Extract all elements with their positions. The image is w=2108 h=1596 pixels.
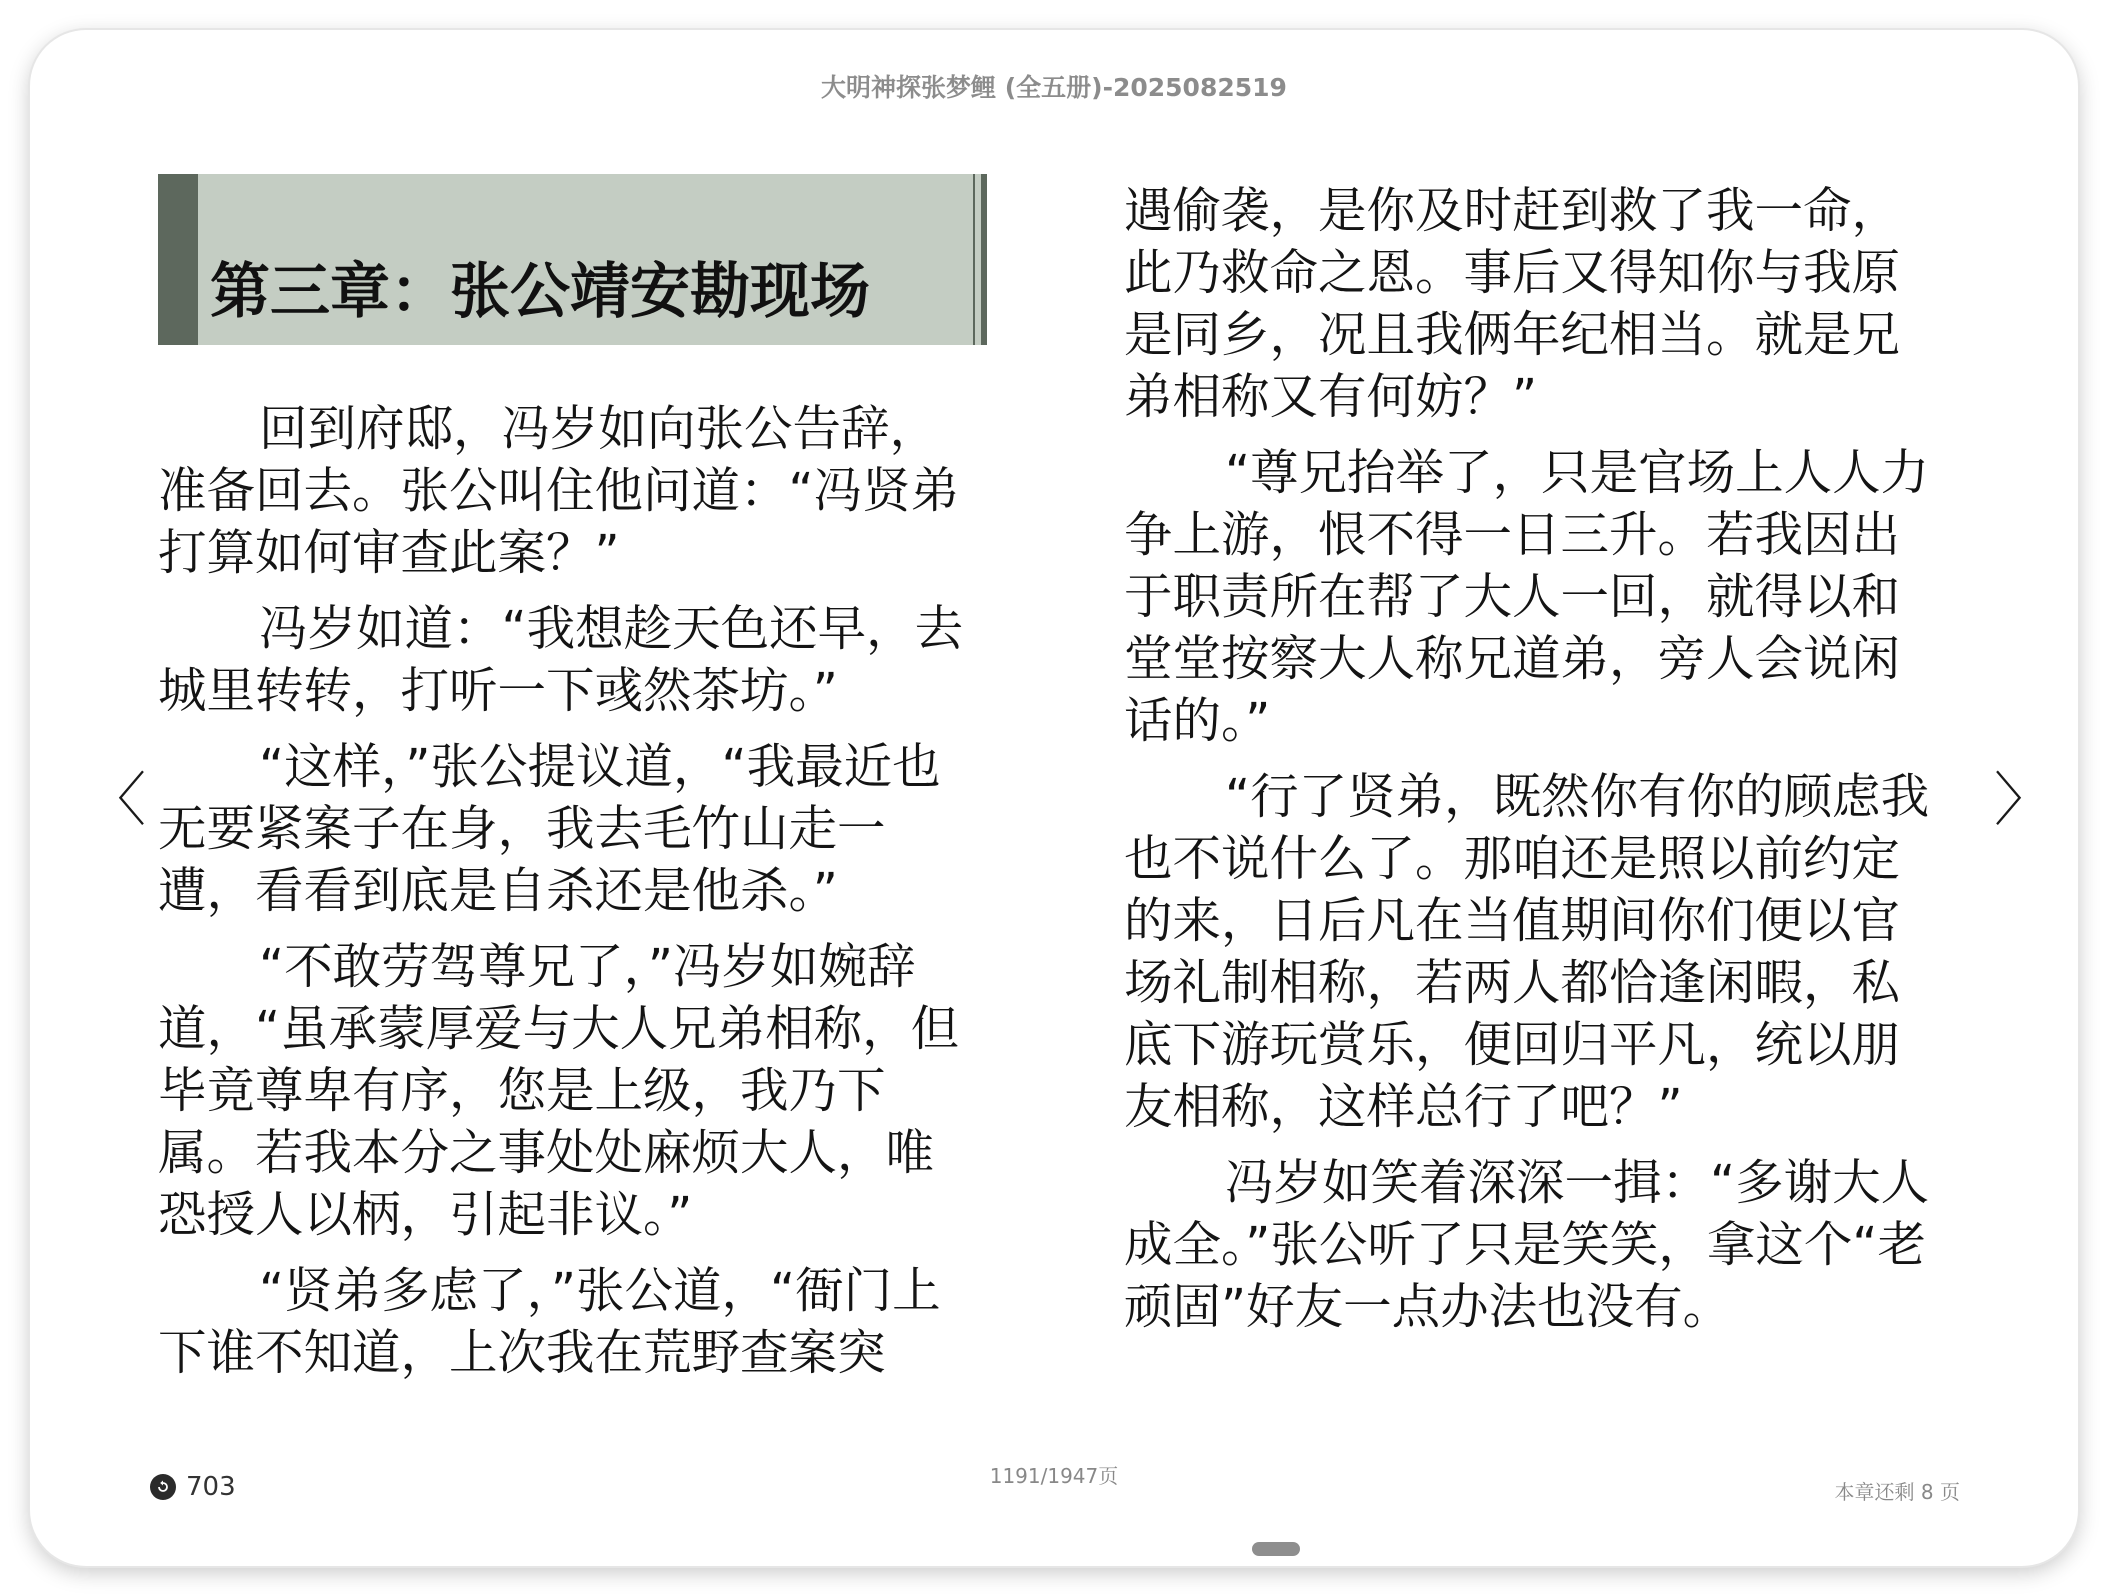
home-indicator[interactable] [1252, 1542, 1300, 1556]
chapter-heading-bar-right-thin [973, 174, 975, 345]
paragraph: 回到府邸，冯岁如向张公告辞，准备回去。张公叫住他问道：“冯贤弟打算如何审查此案？” [158, 401, 960, 581]
chapter-title: 第三章：张公靖安勘现场 [210, 257, 870, 327]
paragraph: “行了贤弟，既然你有你的顾虑我也不说什么了。那咱还是照以前约定的来，日后凡在当值期间你们便以官场礼制相称，若两人都恰逢闲暇，私底下游玩赏乐，便回归平凡，统以朋友相称，这样总行了吧？” [1124, 769, 1930, 1135]
paragraph: “这样，”张公提议道，“我最近也无要紧案子在身，我去毛竹山走一遭，看看到底是自杀还是他杀。” [158, 739, 941, 919]
previous-page-chevron-icon[interactable]: 〈 [88, 766, 147, 834]
paragraph: “尊兄抬举了，只是官场上人人力争上游，恨不得一日三升。若我因出于职责所在帮了大人一回，就得以和堂堂按察大人称兄道弟，旁人会说闲话的。” [1124, 445, 1930, 749]
next-page-chevron-icon[interactable]: 〉 [1994, 766, 2053, 834]
paragraph-continued: 遇偷袭，是你及时赶到救了我一命，此乃救命之恩。事后又得知你与我原是同乡，况且我俩年纪相当。就是兄弟相称又有何妨？” [1124, 183, 1901, 425]
paragraph: “贤弟多虑了，”张公道，“衙门上下谁不知道，上次我在荒野查案突 [158, 1263, 941, 1381]
paragraph: 冯岁如道：“我想趁天色还早，去城里转转，打听一下彧然茶坊。” [158, 601, 964, 719]
paragraph: “不敢劳驾尊兄了，”冯岁如婉辞道，“虽承蒙厚爱与大人兄弟相称，但毕竟尊卑有序，您是上级，我乃下属。若我本分之事处处麻烦大人，唯恐授人以柄，引起非议。” [158, 939, 960, 1243]
chapter-remaining: 本章还剩 8 页 [1834, 1480, 1960, 1504]
chapter-heading-bar-right [981, 174, 987, 345]
page-indicator: 1191/1947页 [989, 1464, 1119, 1488]
page-left-column[interactable] [158, 398, 968, 1398]
chapter-heading-bar-left [158, 174, 198, 345]
book-title: 大明神探张梦鲤 (全五册)-2025082519 [821, 73, 1287, 102]
reader-window [30, 30, 2078, 1566]
paragraph: 冯岁如笑着深深一揖：“多谢大人成全。”张公听了只是笑笑，拿这个“老顽固”好友一点办法也没有。 [1124, 1155, 1930, 1335]
page-right-column[interactable] [1124, 180, 1934, 1352]
chapter-heading-box [158, 174, 987, 345]
sync-count: 703 [186, 1472, 236, 1502]
